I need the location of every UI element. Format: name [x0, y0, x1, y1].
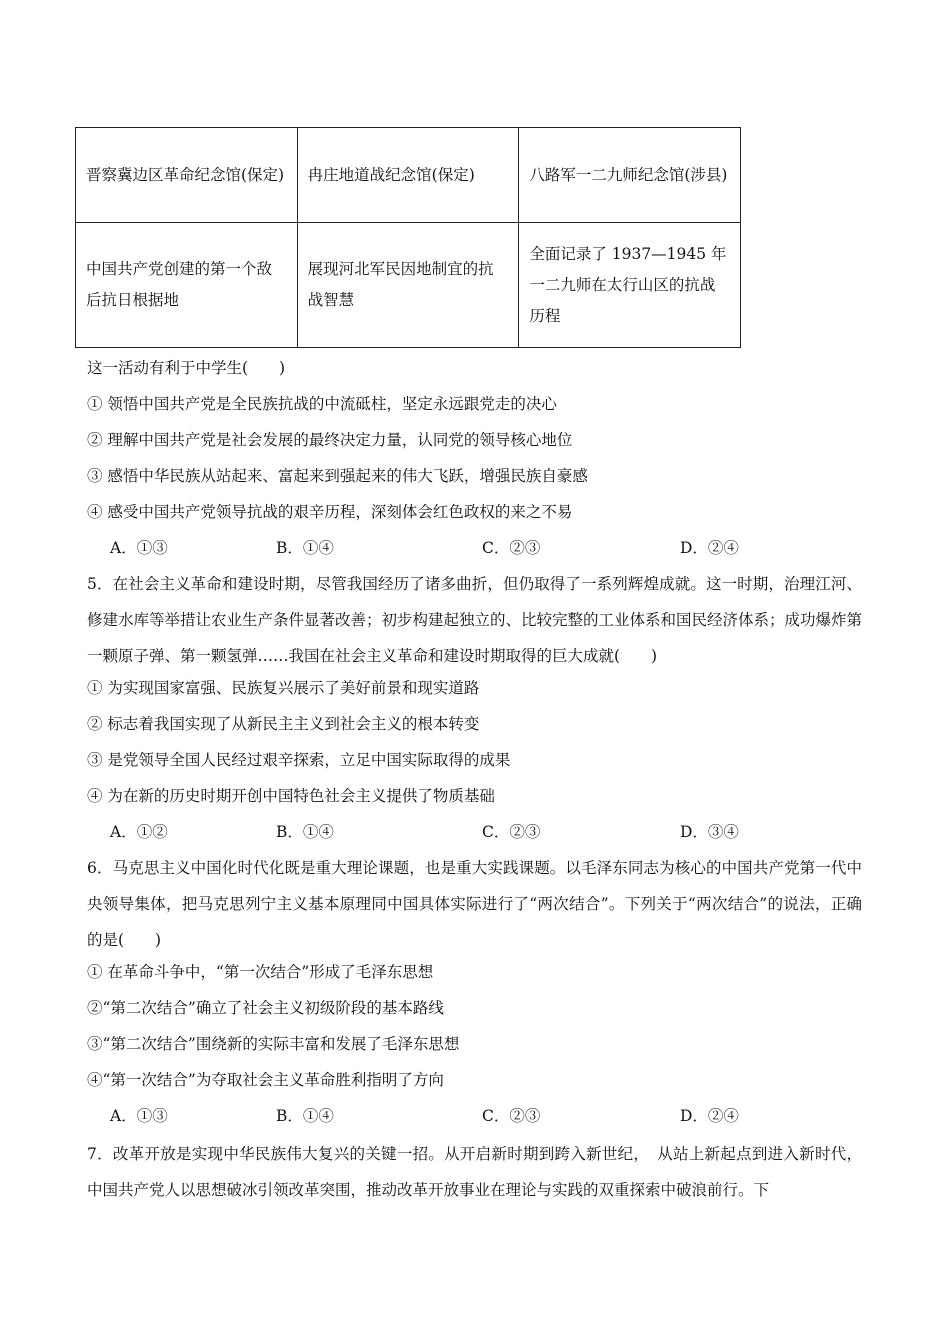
option-b: B．①④ [276, 539, 334, 557]
option-c: C．②③ [482, 823, 541, 841]
option-a: A．①② [110, 823, 168, 841]
statement: ④ 感受中国共产党领导抗战的艰辛历程，深刻体会红色政权的来之不易 [87, 503, 573, 521]
statement: ④“第一次结合”为夺取社会主义革命胜利指明了方向 [87, 1071, 444, 1089]
statement: ④ 为在新的历史时期开创中国特色社会主义提供了物质基础 [87, 787, 495, 805]
question-stem: 5．在社会主义革命和建设时期，尽管我国经历了诸多曲折，但仍取得了一系列辉煌成就。这一时期，治理江河、修建水库等举措让农业生产条件显著改善；初步构建起独立的、比较完整的工业体系和国民经济体系；成功爆炸第一颗原子弹、第一颗氢弹……我国在社会主义革命和建设时期取得的巨大成就( ) [87, 575, 863, 665]
answer-options [110, 1104, 810, 1128]
museum-table [75, 127, 741, 348]
option-a: A．①③ [110, 1107, 168, 1125]
table-cell: 八路军一二九师纪念馆(涉县) [519, 128, 741, 223]
option-b: B．①④ [276, 1107, 334, 1125]
question-stem: 6．马克思主义中国化时代化既是重大理论课题，也是重大实践课题。以毛泽东同志为核心的中国共产党第一代中央领导集体，把马克思列宁主义基本原理同中国具体实际进行了“两次结合”。下列关于“两次结合”的说法，正确的是( ) [87, 859, 862, 949]
statement: ① 在革命斗争中，“第一次结合”形成了毛泽东思想 [87, 963, 434, 981]
answer-options [110, 820, 810, 844]
table-cell: 冉庄地道战纪念馆(保定) [297, 128, 519, 223]
statement: ② 标志着我国实现了从新民主主义到社会主义的根本转变 [87, 715, 480, 733]
answer-options [110, 536, 810, 560]
option-d: D．③④ [680, 823, 739, 841]
option-c: C．②③ [482, 539, 541, 557]
table-row [76, 223, 741, 348]
option-d: D．②④ [680, 1107, 739, 1125]
table-cell: 全面记录了 1937—1945 年一二九师在太行山区的抗战历程 [519, 223, 741, 348]
option-c: C．②③ [482, 1107, 541, 1125]
statement: ① 领悟中国共产党是全民族抗战的中流砥柱，坚定永远跟党走的决心 [87, 395, 557, 413]
table-row [76, 128, 741, 223]
statement: ③“第二次结合”围绕新的实际丰富和发展了毛泽东思想 [87, 1035, 460, 1053]
table-cell: 展现河北军民因地制宜的抗战智慧 [297, 223, 519, 348]
statement: ③ 是党领导全国人民经过艰辛探索，立足中国实际取得的成果 [87, 751, 511, 769]
statement: ③ 感悟中华民族从站起来、富起来到强起来的伟大飞跃，增强民族自豪感 [87, 467, 588, 485]
question-stem: 这一活动有利于中学生( ) [87, 359, 286, 377]
question-stem: 7．改革开放是实现中华民族伟大复兴的关键一招。从开启新时期到跨入新世纪， 从站上新起点到进入新时代，中国共产党人以思想破冰引领改革突围，推动改革开放事业在理论与实践的双重探索中破浪前行。下 [87, 1145, 862, 1199]
option-a: A．①③ [110, 539, 168, 557]
statement: ②“第二次结合”确立了社会主义初级阶段的基本路线 [87, 999, 444, 1017]
option-d: D．②④ [680, 539, 739, 557]
table-cell: 中国共产党创建的第一个敌后抗日根据地 [76, 223, 298, 348]
option-b: B．①④ [276, 823, 334, 841]
table-cell: 晋察冀边区革命纪念馆(保定) [76, 128, 298, 223]
statement: ② 理解中国共产党是社会发展的最终决定力量，认同党的领导核心地位 [87, 431, 573, 449]
statement: ① 为实现国家富强、民族复兴展示了美好前景和现实道路 [87, 679, 480, 697]
